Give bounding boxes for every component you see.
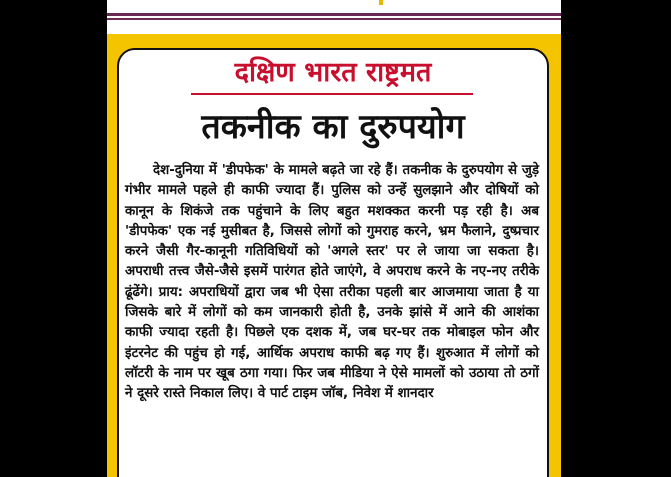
editorial-box bbox=[117, 48, 549, 477]
header-rule-bottom bbox=[107, 18, 561, 20]
brand-title: दक्षिण भारत राष्ट्रमत bbox=[234, 57, 432, 88]
newspaper-page bbox=[107, 0, 561, 477]
article-body: देश-दुनिया में 'डीपफेक' के मामले बढ़ते जा रहे हैं। तकनीक के दुरुपयोग से जुड़े गंभीर मामले पहले ही काफी ज्यादा हैं। पुलिस को उन्हें सुलझाने और दोषियों को कानून के शिकंजे तक पहुंचाने के लिए बहुत मशक्कत करनी पड़ रही है। अब 'डीपफेक' एक नई मुसीबत है, जिससे लोगों को गुमराह करने, भ्रम फैलाने, दुष्प्रचार करने जैसी गैर-कानूनी गतिविधियों को 'अगले स्तर' पर ले जाया जा सकता है। अपराधी तत्त्व जैसे-जैसे इसमें पारंगत होते जाएंगे, वे अपराध करने के नए-नए तरीके ढूंढेंगे। प्राय: अपराधियों द्वारा जब भी ऐसा तरीका पहली बार आजमाया जाता है या जिसके बारे में लोगों को कम जानकारी होती है, उनके झांसे में आने की आशंका काफी ज्यादा रहती है। पिछले एक दशक में, जब घर-घर तक मोबाइल फोन और इंटरनेट की पहुंच हो गई, आर्थिक अपराध काफी बढ़ गए हैं। शुरुआत में लोगों को लॉटरी के नाम पर खूब ठगा गया। फिर जब मीडिया ने ऐसे मामलों को उठाया तो ठगों ने दूसरे रास्ते निकाल लिए। वे पार्ट टाइम जॉब, निवेश में शानदार bbox=[125, 163, 539, 402]
editorial-frame bbox=[107, 34, 561, 477]
article-headline: तकनीक का दुरुपयोग bbox=[201, 107, 465, 147]
brand-underline bbox=[191, 93, 473, 95]
header-ornament bbox=[379, 0, 383, 5]
header-rule-top bbox=[107, 13, 561, 16]
